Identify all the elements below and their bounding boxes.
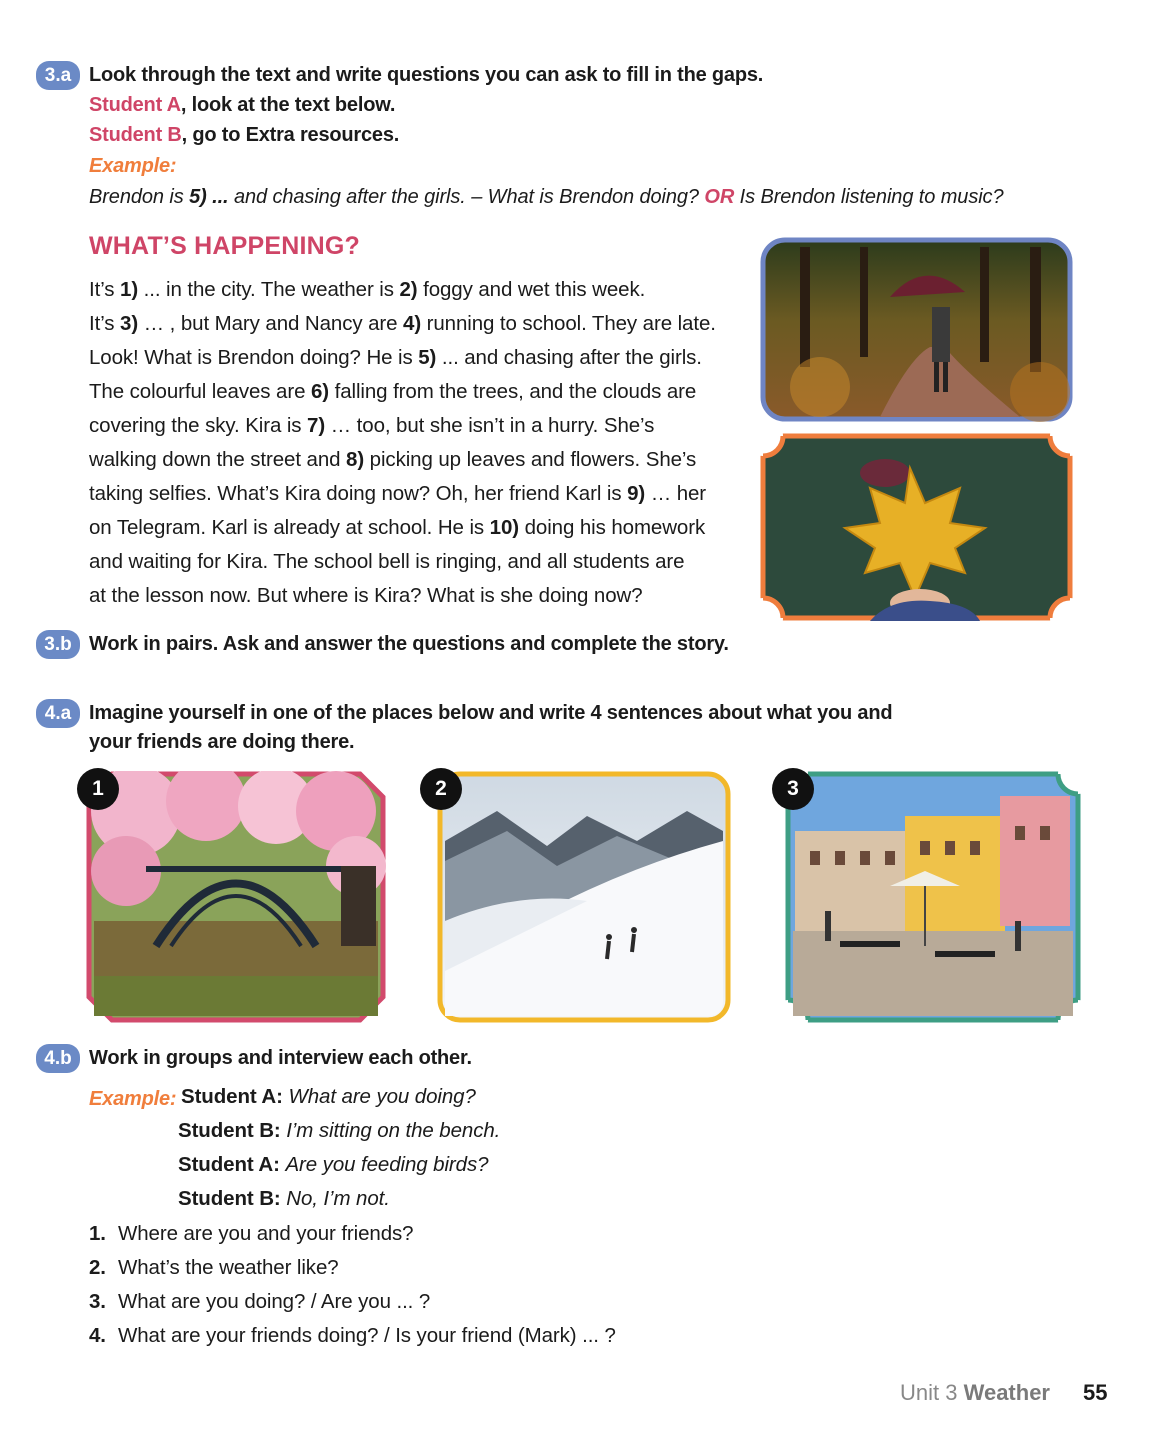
story-text-run: It’s [89,312,121,335]
student-b-name: Student B [89,124,182,146]
story-text-run: on Telegram. Karl is already at school. He is [89,516,490,539]
gap-number: 7) [307,414,326,437]
story-text-run: running to school. They are late. [421,312,716,335]
story-text-run: … her [645,482,707,505]
snowy-mountains-photo [437,771,731,1023]
example-or: OR [704,186,735,208]
question-number: 2. [89,1256,106,1279]
story-text-run: covering the sky. Kira is [89,414,308,437]
question-item [89,1324,616,1348]
dialogue-text: I’m sitting on the bench. [286,1119,501,1142]
footer-topic: Weather [963,1380,1050,1405]
exercise-badge-4a: 4.a [36,699,80,728]
gap-number: 6) [310,380,330,403]
exercise-4b-instruction: Work in groups and interview each other. [89,1047,472,1069]
question-text: Where are you and your friends? [118,1222,414,1245]
student-b-line [89,120,399,150]
example-text-3: Is Brendon listening to music? [734,186,1004,208]
story-line [89,312,716,336]
exercise-4a-instruction-1: Imagine yourself in one of the places below and write 4 sentences about what you and [89,702,893,724]
dialogue-text: What are you doing? [288,1085,476,1108]
example-sentence-3a [89,186,1003,209]
photo-number-2: 2 [420,768,462,810]
exercise-3a-instruction: Look through the text and write questions you can ask to fill in the gaps. [89,64,764,86]
story-text-run: … too, but she isn’t in a hurry. She’s [325,414,655,437]
story-line [89,482,706,506]
story-text-run: … , but Mary and Nancy are [138,312,404,335]
story-line [89,346,702,370]
dialogue-line [181,1085,476,1109]
story-text-run: foggy and wet this week. [417,278,646,301]
page-number: 55 [1083,1380,1108,1405]
story-line [89,584,643,608]
exercise-badge-4b: 4.b [36,1044,80,1073]
question-number: 4. [89,1324,106,1347]
question-number: 3. [89,1290,106,1313]
maple-leaf-photo [760,433,1073,621]
story-text-run: picking up leaves and flowers. She’s [364,448,697,471]
gap-number: 9) [627,482,646,505]
story-text-run: falling from the trees, and the clouds are [329,380,697,403]
dialogue-speaker: Student A: [181,1085,283,1108]
gap-number: 8) [346,448,365,471]
question-text: What are you doing? / Are you ... ? [118,1290,431,1313]
gap-number: 2) [399,278,418,301]
story-line [89,550,684,574]
dialogue-line [178,1187,390,1211]
story-text-run: The colourful leaves are [89,380,311,403]
exercise-3b-instruction: Work in pairs. Ask and answer the questions and complete the story. [89,633,729,655]
gap-number: 4) [403,312,422,335]
story-line [89,448,696,472]
autumn-path-photo [760,237,1073,422]
dialogue-speaker: Student A: [178,1153,280,1176]
dialogue-text: Are you feeding birds? [285,1153,489,1176]
gap-number: 3) [120,312,139,335]
story-text-run: Look! What is Brendon doing? He is [89,346,419,369]
example-text-2: and chasing after the girls. – What is Brendon doing? [228,186,705,208]
story-text-run: ... in the city. The weather is [138,278,400,301]
example-gap: 5) ... [189,186,229,208]
photo-number-1: 1 [77,768,119,810]
story-title: WHAT’S HAPPENING? [89,232,360,260]
exercise-badge-3a: 3.a [36,61,80,90]
story-text-run: ... and chasing after the girls. [436,346,702,369]
student-b-text: , go to Extra resources. [181,124,400,146]
story-text-run: taking selfies. What’s Kira doing now? Oh, her friend Karl is [89,482,628,505]
question-text: What’s the weather like? [118,1256,339,1279]
example-label-3a: Example: [89,155,177,177]
question-item [89,1256,339,1280]
example-label-4b: Example: [89,1088,177,1110]
story-line [89,414,654,438]
gap-number: 10) [489,516,519,539]
dialogue-line [178,1119,500,1143]
story-line [89,516,705,540]
story-text-run: and waiting for Kira. The school bell is ringing, and all students are [89,550,685,573]
story-line [89,278,645,302]
story-text-run: doing his homework [519,516,706,539]
student-a-text: , look at the text below. [180,94,396,116]
question-item [89,1222,413,1246]
dialogue-speaker: Student B: [178,1187,281,1210]
gap-number: 5) [418,346,437,369]
student-a-line [89,90,395,120]
dialogue-speaker: Student B: [178,1119,281,1142]
town-square-photo [785,771,1081,1023]
story-text-run: at the lesson now. But where is Kira? What is she doing now? [89,584,643,607]
exercise-badge-3b: 3.b [36,630,80,659]
question-number: 1. [89,1222,106,1245]
student-a-name: Student A [89,94,181,116]
story-line [89,380,696,404]
exercise-4a-instruction-2: your friends are doing there. [89,731,355,753]
question-text: What are your friends doing? / Is your friend (Mark) ... ? [118,1324,616,1347]
example-text-1: Brendon is [89,186,190,208]
story-text-run: walking down the street and [89,448,347,471]
story-text-run: It’s [89,278,121,301]
photo-number-3: 3 [772,768,814,810]
dialogue-text: No, I’m not. [286,1187,390,1210]
gap-number: 1) [120,278,139,301]
cherry-blossom-bridge-photo [86,771,386,1023]
dialogue-line [178,1153,488,1177]
footer-unit [900,1380,1050,1406]
footer-unit-label: Unit 3 [900,1380,964,1405]
question-item [89,1290,430,1314]
